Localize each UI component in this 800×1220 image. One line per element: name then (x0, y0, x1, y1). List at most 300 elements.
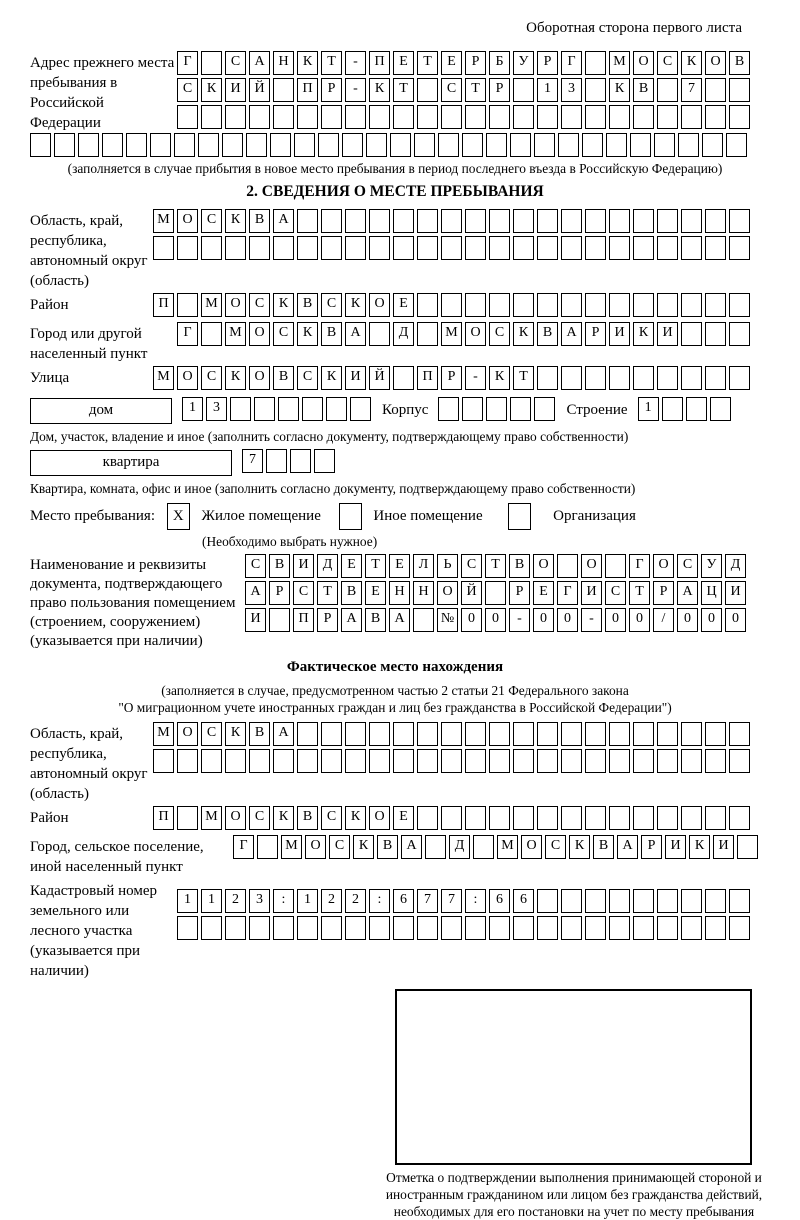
char-box[interactable] (609, 105, 630, 129)
char-box[interactable] (657, 366, 678, 390)
char-box[interactable] (273, 78, 294, 102)
char-box[interactable]: Е (389, 554, 410, 578)
char-box[interactable] (321, 236, 342, 260)
char-box[interactable] (534, 133, 555, 157)
char-box[interactable]: У (513, 51, 534, 75)
char-box[interactable] (657, 209, 678, 233)
char-box[interactable] (366, 133, 387, 157)
char-box[interactable] (417, 722, 438, 746)
char-box[interactable] (177, 806, 198, 830)
char-box[interactable] (326, 397, 347, 421)
char-box[interactable] (438, 133, 459, 157)
char-box[interactable] (681, 366, 702, 390)
char-box[interactable]: К (513, 322, 534, 346)
char-box[interactable] (681, 105, 702, 129)
char-box[interactable]: Р (317, 608, 338, 632)
char-box[interactable] (678, 133, 699, 157)
char-box[interactable] (561, 366, 582, 390)
char-box[interactable]: О (465, 322, 486, 346)
char-box[interactable]: С (297, 366, 318, 390)
char-box[interactable] (201, 322, 222, 346)
char-box[interactable] (290, 449, 311, 473)
char-box[interactable] (266, 449, 287, 473)
char-box[interactable]: 0 (461, 608, 482, 632)
char-box[interactable] (369, 322, 390, 346)
char-box[interactable]: М (153, 209, 174, 233)
char-box[interactable] (417, 236, 438, 260)
char-box[interactable]: Е (393, 293, 414, 317)
char-box[interactable]: И (657, 322, 678, 346)
char-box[interactable] (705, 105, 726, 129)
char-box[interactable]: И (245, 608, 266, 632)
char-box[interactable]: Т (485, 554, 506, 578)
char-box[interactable] (345, 749, 366, 773)
char-box[interactable] (321, 916, 342, 940)
char-box[interactable] (201, 749, 222, 773)
char-box[interactable]: О (177, 209, 198, 233)
char-box[interactable] (153, 749, 174, 773)
checkbox-residential[interactable]: X (167, 503, 190, 530)
char-box[interactable] (318, 133, 339, 157)
char-box[interactable]: В (273, 366, 294, 390)
char-box[interactable]: 0 (677, 608, 698, 632)
char-box[interactable]: Р (465, 51, 486, 75)
char-box[interactable] (710, 397, 731, 421)
char-box[interactable]: П (293, 608, 314, 632)
char-box[interactable] (657, 105, 678, 129)
char-box[interactable] (198, 133, 219, 157)
char-box[interactable]: Ь (437, 554, 458, 578)
char-box[interactable] (729, 105, 750, 129)
char-box[interactable] (729, 722, 750, 746)
char-box[interactable] (350, 397, 371, 421)
char-box[interactable] (462, 133, 483, 157)
char-box[interactable] (441, 749, 462, 773)
char-box[interactable]: 6 (393, 889, 414, 913)
char-box[interactable] (681, 889, 702, 913)
char-box[interactable]: 7 (417, 889, 438, 913)
char-box[interactable]: К (345, 806, 366, 830)
char-box[interactable] (657, 236, 678, 260)
char-box[interactable] (537, 916, 558, 940)
char-box[interactable] (681, 209, 702, 233)
char-box[interactable] (633, 366, 654, 390)
char-box[interactable]: Д (317, 554, 338, 578)
char-box[interactable]: 1 (537, 78, 558, 102)
char-box[interactable] (686, 397, 707, 421)
char-box[interactable] (225, 105, 246, 129)
char-box[interactable] (273, 749, 294, 773)
char-box[interactable] (729, 749, 750, 773)
char-box[interactable]: В (341, 581, 362, 605)
char-box[interactable]: К (345, 293, 366, 317)
char-box[interactable] (126, 133, 147, 157)
char-box[interactable] (630, 133, 651, 157)
char-box[interactable] (537, 806, 558, 830)
char-box[interactable] (230, 397, 251, 421)
char-box[interactable]: Т (465, 78, 486, 102)
char-box[interactable] (297, 105, 318, 129)
char-box[interactable] (489, 105, 510, 129)
char-box[interactable] (465, 806, 486, 830)
char-box[interactable] (249, 749, 270, 773)
char-box[interactable] (561, 293, 582, 317)
char-box[interactable] (681, 916, 702, 940)
char-box[interactable] (414, 133, 435, 157)
char-box[interactable]: К (353, 835, 374, 859)
char-box[interactable]: Р (509, 581, 530, 605)
char-box[interactable]: К (609, 78, 630, 102)
char-box[interactable] (297, 749, 318, 773)
char-box[interactable]: Д (393, 322, 414, 346)
char-box[interactable] (537, 749, 558, 773)
char-box[interactable]: Г (177, 51, 198, 75)
char-box[interactable]: О (533, 554, 554, 578)
char-box[interactable] (225, 916, 246, 940)
char-box[interactable] (201, 236, 222, 260)
char-box[interactable] (633, 105, 654, 129)
char-box[interactable]: К (569, 835, 590, 859)
char-box[interactable]: 0 (557, 608, 578, 632)
char-box[interactable] (609, 293, 630, 317)
char-box[interactable]: К (225, 722, 246, 746)
char-box[interactable]: К (681, 51, 702, 75)
char-box[interactable]: С (461, 554, 482, 578)
char-box[interactable] (177, 236, 198, 260)
char-box[interactable] (438, 397, 459, 421)
char-box[interactable] (174, 133, 195, 157)
char-box[interactable]: И (609, 322, 630, 346)
char-box[interactable] (681, 749, 702, 773)
char-box[interactable]: М (225, 322, 246, 346)
char-box[interactable] (561, 889, 582, 913)
char-box[interactable] (393, 105, 414, 129)
char-box[interactable]: С (329, 835, 350, 859)
char-box[interactable] (417, 749, 438, 773)
char-box[interactable]: В (297, 806, 318, 830)
char-box[interactable] (278, 397, 299, 421)
char-box[interactable]: Н (389, 581, 410, 605)
char-box[interactable]: О (249, 322, 270, 346)
char-box[interactable]: Т (393, 78, 414, 102)
char-box[interactable]: 1 (297, 889, 318, 913)
char-box[interactable]: О (369, 806, 390, 830)
char-box[interactable]: К (273, 293, 294, 317)
char-box[interactable] (585, 916, 606, 940)
char-box[interactable] (705, 78, 726, 102)
char-box[interactable]: С (273, 322, 294, 346)
char-box[interactable]: А (273, 209, 294, 233)
char-box[interactable]: Д (725, 554, 746, 578)
char-box[interactable] (465, 209, 486, 233)
char-box[interactable]: О (633, 51, 654, 75)
char-box[interactable]: О (581, 554, 602, 578)
char-box[interactable]: К (225, 209, 246, 233)
char-box[interactable]: К (225, 366, 246, 390)
char-box[interactable] (390, 133, 411, 157)
char-box[interactable]: И (581, 581, 602, 605)
char-box[interactable] (705, 722, 726, 746)
char-box[interactable]: В (297, 293, 318, 317)
char-box[interactable]: В (321, 322, 342, 346)
char-box[interactable] (537, 889, 558, 913)
char-box[interactable] (513, 78, 534, 102)
char-box[interactable]: Р (321, 78, 342, 102)
char-box[interactable]: С (293, 581, 314, 605)
char-box[interactable] (417, 209, 438, 233)
char-box[interactable] (489, 236, 510, 260)
char-box[interactable]: О (249, 366, 270, 390)
char-box[interactable]: И (225, 78, 246, 102)
char-box[interactable]: С (201, 722, 222, 746)
char-box[interactable] (585, 51, 606, 75)
char-box[interactable] (273, 236, 294, 260)
char-box[interactable]: Т (365, 554, 386, 578)
char-box[interactable] (633, 806, 654, 830)
char-box[interactable]: Й (249, 78, 270, 102)
char-box[interactable] (489, 806, 510, 830)
char-box[interactable] (369, 916, 390, 940)
char-box[interactable] (561, 236, 582, 260)
char-box[interactable] (273, 916, 294, 940)
char-box[interactable] (269, 608, 290, 632)
char-box[interactable] (705, 322, 726, 346)
char-box[interactable]: А (341, 608, 362, 632)
char-box[interactable]: А (561, 322, 582, 346)
char-box[interactable]: О (521, 835, 542, 859)
char-box[interactable] (662, 397, 683, 421)
char-box[interactable]: С (605, 581, 626, 605)
char-box[interactable] (657, 293, 678, 317)
char-box[interactable] (561, 722, 582, 746)
char-box[interactable]: В (593, 835, 614, 859)
char-box[interactable] (465, 293, 486, 317)
char-box[interactable] (705, 236, 726, 260)
char-box[interactable]: М (153, 722, 174, 746)
char-box[interactable]: 6 (489, 889, 510, 913)
char-box[interactable] (537, 722, 558, 746)
char-box[interactable] (393, 722, 414, 746)
char-box[interactable]: Е (441, 51, 462, 75)
char-box[interactable] (257, 835, 278, 859)
char-box[interactable]: С (249, 806, 270, 830)
char-box[interactable]: К (297, 51, 318, 75)
char-box[interactable]: С (225, 51, 246, 75)
char-box[interactable] (726, 133, 747, 157)
char-box[interactable] (537, 236, 558, 260)
char-box[interactable]: Н (413, 581, 434, 605)
char-box[interactable]: 7 (681, 78, 702, 102)
char-box[interactable]: В (249, 722, 270, 746)
char-box[interactable]: К (201, 78, 222, 102)
char-box[interactable]: 3 (206, 397, 227, 421)
char-box[interactable]: О (437, 581, 458, 605)
char-box[interactable] (225, 749, 246, 773)
char-box[interactable]: : (273, 889, 294, 913)
char-box[interactable] (153, 236, 174, 260)
char-box[interactable] (369, 209, 390, 233)
char-box[interactable] (737, 835, 758, 859)
char-box[interactable]: О (705, 51, 726, 75)
char-box[interactable]: Е (393, 806, 414, 830)
char-box[interactable]: Т (629, 581, 650, 605)
char-box[interactable] (441, 293, 462, 317)
char-box[interactable] (201, 51, 222, 75)
char-box[interactable]: А (677, 581, 698, 605)
char-box[interactable]: Г (629, 554, 650, 578)
char-box[interactable] (321, 105, 342, 129)
char-box[interactable]: С (201, 366, 222, 390)
char-box[interactable] (654, 133, 675, 157)
char-box[interactable] (606, 133, 627, 157)
char-box[interactable] (633, 722, 654, 746)
char-box[interactable] (486, 397, 507, 421)
char-box[interactable]: С (249, 293, 270, 317)
char-box[interactable]: А (345, 322, 366, 346)
char-box[interactable] (321, 722, 342, 746)
char-box[interactable] (585, 293, 606, 317)
char-box[interactable]: С (321, 293, 342, 317)
char-box[interactable] (201, 105, 222, 129)
char-box[interactable]: А (273, 722, 294, 746)
char-box[interactable] (314, 449, 335, 473)
char-box[interactable] (681, 322, 702, 346)
char-box[interactable] (585, 806, 606, 830)
char-box[interactable] (561, 749, 582, 773)
checkbox-other-premises[interactable] (339, 503, 362, 530)
char-box[interactable]: С (321, 806, 342, 830)
char-box[interactable]: В (537, 322, 558, 346)
char-box[interactable]: М (201, 293, 222, 317)
char-box[interactable]: В (509, 554, 530, 578)
char-box[interactable]: К (489, 366, 510, 390)
char-box[interactable] (297, 722, 318, 746)
char-box[interactable]: 7 (242, 449, 263, 473)
char-box[interactable]: - (509, 608, 530, 632)
char-box[interactable]: В (377, 835, 398, 859)
char-box[interactable] (486, 133, 507, 157)
char-box[interactable]: М (609, 51, 630, 75)
char-box[interactable] (585, 366, 606, 390)
char-box[interactable]: Т (317, 581, 338, 605)
char-box[interactable]: Г (233, 835, 254, 859)
char-box[interactable]: 0 (605, 608, 626, 632)
char-box[interactable] (417, 322, 438, 346)
char-box[interactable]: С (677, 554, 698, 578)
char-box[interactable] (345, 722, 366, 746)
char-box[interactable]: А (249, 51, 270, 75)
char-box[interactable]: М (441, 322, 462, 346)
char-box[interactable]: К (369, 78, 390, 102)
char-box[interactable] (582, 133, 603, 157)
char-box[interactable] (369, 236, 390, 260)
char-box[interactable] (657, 78, 678, 102)
char-box[interactable]: П (153, 806, 174, 830)
char-box[interactable] (513, 293, 534, 317)
char-box[interactable]: В (365, 608, 386, 632)
char-box[interactable] (345, 209, 366, 233)
char-box[interactable]: К (273, 806, 294, 830)
char-box[interactable]: 1 (182, 397, 203, 421)
char-box[interactable] (441, 209, 462, 233)
char-box[interactable] (462, 397, 483, 421)
char-box[interactable] (78, 133, 99, 157)
char-box[interactable] (297, 916, 318, 940)
char-box[interactable] (561, 209, 582, 233)
char-box[interactable]: И (725, 581, 746, 605)
char-box[interactable] (201, 916, 222, 940)
char-box[interactable] (393, 916, 414, 940)
char-box[interactable]: 0 (725, 608, 746, 632)
char-box[interactable]: К (689, 835, 710, 859)
char-box[interactable]: - (345, 78, 366, 102)
char-box[interactable]: П (417, 366, 438, 390)
char-box[interactable] (609, 236, 630, 260)
char-box[interactable] (465, 722, 486, 746)
char-box[interactable]: У (701, 554, 722, 578)
char-box[interactable]: 0 (629, 608, 650, 632)
char-box[interactable] (393, 366, 414, 390)
char-box[interactable] (513, 749, 534, 773)
char-box[interactable] (489, 293, 510, 317)
char-box[interactable]: / (653, 608, 674, 632)
char-box[interactable] (605, 554, 626, 578)
char-box[interactable] (729, 209, 750, 233)
char-box[interactable] (302, 397, 323, 421)
char-box[interactable] (609, 749, 630, 773)
char-box[interactable] (729, 78, 750, 102)
char-box[interactable] (54, 133, 75, 157)
char-box[interactable]: 0 (533, 608, 554, 632)
char-box[interactable] (705, 366, 726, 390)
char-box[interactable] (177, 749, 198, 773)
char-box[interactable]: 0 (701, 608, 722, 632)
char-box[interactable]: - (465, 366, 486, 390)
char-box[interactable]: Н (273, 51, 294, 75)
char-box[interactable] (513, 105, 534, 129)
char-box[interactable] (633, 236, 654, 260)
char-box[interactable]: В (249, 209, 270, 233)
char-box[interactable]: А (617, 835, 638, 859)
char-box[interactable] (729, 236, 750, 260)
char-box[interactable] (557, 554, 578, 578)
char-box[interactable]: - (345, 51, 366, 75)
char-box[interactable] (705, 209, 726, 233)
char-box[interactable] (537, 293, 558, 317)
char-box[interactable] (585, 209, 606, 233)
char-box[interactable]: С (489, 322, 510, 346)
char-box[interactable] (441, 105, 462, 129)
char-box[interactable]: С (441, 78, 462, 102)
char-box[interactable] (633, 889, 654, 913)
char-box[interactable] (297, 236, 318, 260)
char-box[interactable]: Г (177, 322, 198, 346)
char-box[interactable] (657, 806, 678, 830)
char-box[interactable]: : (369, 889, 390, 913)
char-box[interactable] (633, 293, 654, 317)
char-box[interactable]: И (713, 835, 734, 859)
char-box[interactable] (513, 236, 534, 260)
char-box[interactable]: 1 (201, 889, 222, 913)
char-box[interactable]: 2 (225, 889, 246, 913)
char-box[interactable] (609, 806, 630, 830)
char-box[interactable]: М (153, 366, 174, 390)
char-box[interactable] (729, 889, 750, 913)
char-box[interactable]: : (465, 889, 486, 913)
char-box[interactable] (222, 133, 243, 157)
char-box[interactable] (537, 366, 558, 390)
char-box[interactable] (342, 133, 363, 157)
